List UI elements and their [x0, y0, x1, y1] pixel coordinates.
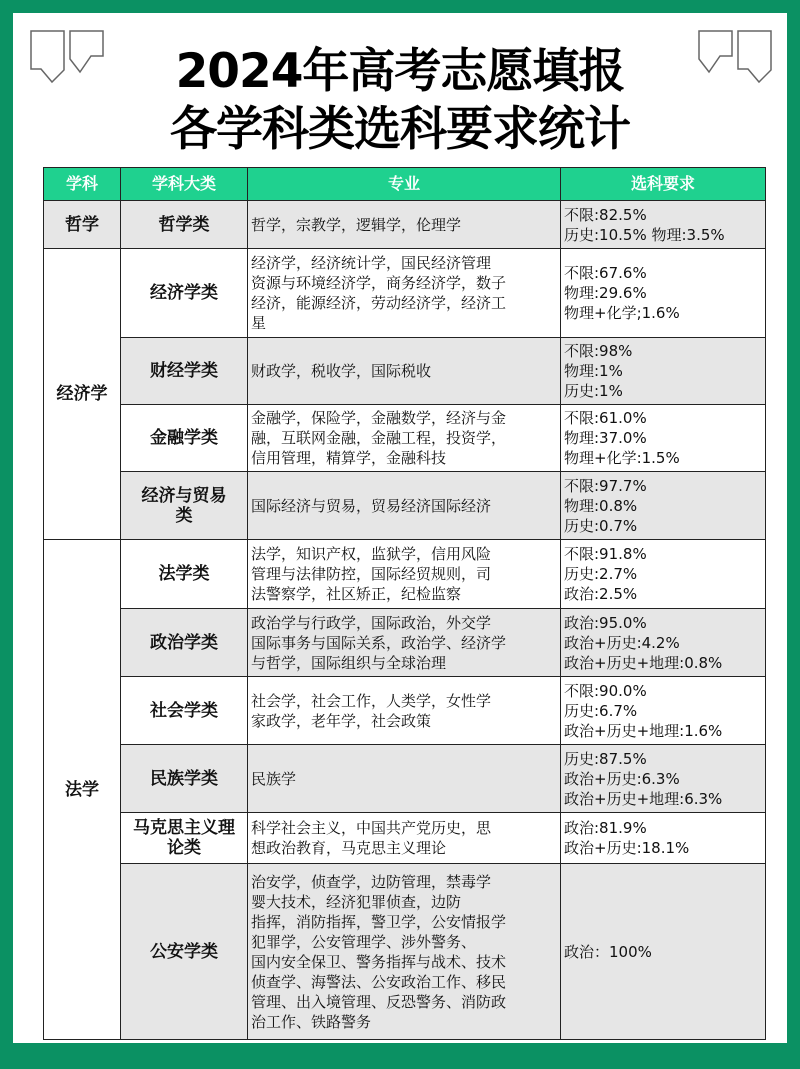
requirement-cell: 不限:90.0% 历史:6.7% 政治+历史+地理:1.6%	[561, 677, 766, 745]
header-majors: 专业	[248, 168, 561, 201]
table-row	[44, 338, 766, 405]
category-cell: 财经学类	[121, 338, 248, 405]
majors-cell: 金融学，保险学，金融数学，经济与金 融，互联网金融，金融工程，投资学， 信用管理，精算学，金融科技	[248, 405, 561, 472]
requirement-cell: 不限:82.5% 历史:10.5% 物理:3.5%	[561, 201, 766, 249]
majors-cell: 财政学，税收学，国际税收	[248, 338, 561, 405]
table-row	[44, 677, 766, 745]
subject-requirements-table	[43, 167, 766, 1040]
majors-cell: 社会学，社会工作，人类学，女性学 家政学，老年学，社会政策	[248, 677, 561, 745]
majors-cell: 民族学	[248, 745, 561, 813]
category-cell: 经济学类	[121, 249, 248, 338]
requirement-cell: 历史:87.5% 政治+历史:6.3% 政治+历史+地理:6.3%	[561, 745, 766, 813]
subject-cell: 法学	[44, 540, 121, 1040]
table-row	[44, 540, 766, 609]
majors-cell: 政治学与行政学，国际政治，外交学 国际事务与国际关系，政治学、经济学 与哲学，国际组织与全球治理	[248, 609, 561, 677]
majors-cell: 经济学，经济统计学，国民经济管理 资源与环境经济学，商务经济学，数子 经济，能源经济，劳动经济学，经济工 星	[248, 249, 561, 338]
header-requirement: 选科要求	[561, 168, 766, 201]
category-cell: 金融学类	[121, 405, 248, 472]
table-row	[44, 745, 766, 813]
category-cell: 法学类	[121, 540, 248, 609]
table-header	[44, 168, 766, 201]
category-cell: 公安学类	[121, 864, 248, 1040]
subject-cell: 经济学	[44, 249, 121, 540]
table-row	[44, 609, 766, 677]
majors-cell: 国际经济与贸易，贸易经济国际经济	[248, 472, 561, 540]
table-row	[44, 864, 766, 1040]
category-cell: 政治学类	[121, 609, 248, 677]
page-subtitle: 各学科类选科要求统计	[170, 102, 630, 157]
requirement-cell: 不限:91.8% 历史:2.7% 政治:2.5%	[561, 540, 766, 609]
requirement-cell: 不限:61.0% 物理:37.0% 物理+化学:1.5%	[561, 405, 766, 472]
table-row	[44, 249, 766, 338]
requirement-cell: 政治：100%	[561, 864, 766, 1040]
category-cell: 哲学类	[121, 201, 248, 249]
majors-cell: 哲学，宗教学，逻辑学，伦理学	[248, 201, 561, 249]
subject-cell: 哲学	[44, 201, 121, 249]
table-row	[44, 813, 766, 864]
table-row	[44, 472, 766, 540]
requirement-cell: 政治:81.9% 政治+历史:18.1%	[561, 813, 766, 864]
category-cell: 马克思主义理论类	[121, 813, 248, 864]
table-row	[44, 201, 766, 249]
category-cell: 社会学类	[121, 677, 248, 745]
majors-cell: 法学，知识产权，监狱学，信用风险 管理与法律防控，国际经贸规则，司 法警察学，社区矫正，纪检监察	[248, 540, 561, 609]
requirement-cell: 政治:95.0% 政治+历史:4.2% 政治+历史+地理:0.8%	[561, 609, 766, 677]
page-title: 2024年高考志愿填报	[175, 44, 625, 99]
header-subject: 学科	[44, 168, 121, 201]
majors-cell: 治安学，侦查学，边防管理，禁毒学 婴大技术，经济犯罪侦查，边防 指挥，消防指挥，警卫学，公安情报学 犯罪学，公安管理学、涉外警务、 国内安全保卫、警务指挥与战术、技术 侦查学、海警法、公安政治工作、移民 管理、出入境管理、反恐警务、消防政 治工作、铁路警务	[248, 864, 561, 1040]
header-category: 学科大类	[121, 168, 248, 201]
requirement-cell: 不限:67.6% 物理:29.6% 物理+化学;1.6%	[561, 249, 766, 338]
majors-cell: 科学社会主义，中国共产党历史，思 想政治教育，马克思主义理论	[248, 813, 561, 864]
requirement-cell: 不限:98% 物理:1% 历史:1%	[561, 338, 766, 405]
category-cell: 经济与贸易类	[121, 472, 248, 540]
category-cell: 民族学类	[121, 745, 248, 813]
table-row	[44, 405, 766, 472]
requirement-cell: 不限:97.7% 物理:0.8% 历史:0.7%	[561, 472, 766, 540]
